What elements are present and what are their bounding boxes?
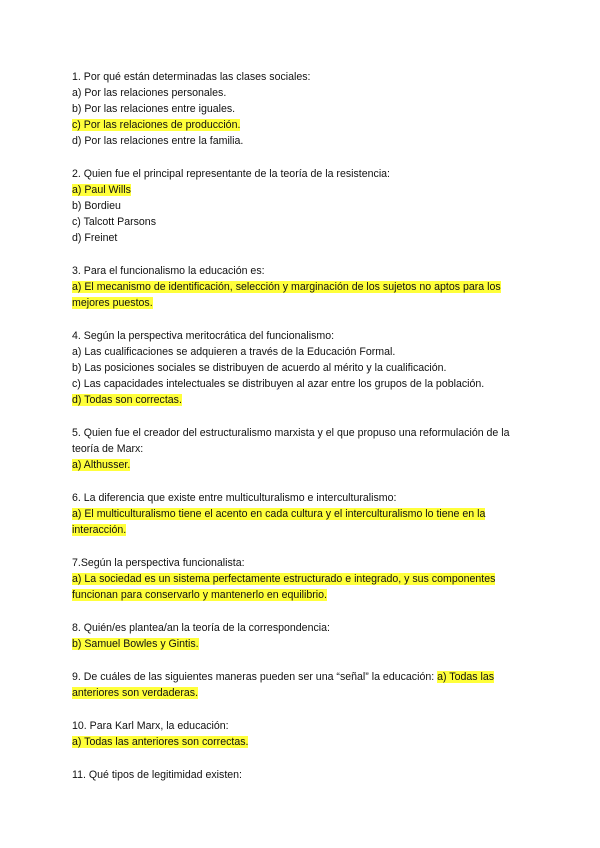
question-6	[72, 490, 526, 538]
question-stem: 3. Para el funcionalismo la educación es:	[72, 265, 265, 277]
question-3	[72, 263, 526, 311]
question-8	[72, 620, 526, 652]
correct-option-highlight: c) Por las relaciones de producción.	[72, 119, 241, 131]
option: a) Las cualificaciones se adquieren a través de la Educación Formal.	[72, 346, 396, 358]
correct-option-highlight: a) El multiculturalismo tiene el acento en cada cultura y el interculturalismo lo tiene en la interacción.	[72, 508, 486, 536]
question-stem: 1. Por qué están determinadas las clases sociales:	[72, 71, 311, 83]
questions-list	[72, 69, 526, 800]
question-1	[72, 69, 526, 149]
question-stem: 4. Según la perspectiva meritocrática del funcionalismo:	[72, 330, 335, 342]
question-10	[72, 718, 526, 750]
question-stem: 2. Quien fue el principal representante de la teoría de la resistencia:	[72, 168, 391, 180]
question-stem: 7.Según la perspectiva funcionalista:	[72, 557, 245, 569]
option: b) Bordieu	[72, 200, 121, 212]
question-stem: 9. De cuáles de las siguientes maneras pueden ser una “señal” la educación:	[72, 671, 435, 683]
question-stem: 10. Para Karl Marx, la educación:	[72, 720, 229, 732]
question-5	[72, 425, 526, 473]
question-4	[72, 328, 526, 408]
question-2	[72, 166, 526, 246]
question-with-inline-answer	[72, 669, 526, 701]
question-stem: 5. Quien fue el creador del estructuralismo marxista y el que propuso una reformulación de la teoría de Marx:	[72, 427, 510, 455]
correct-option-highlight: a) Althusser.	[72, 459, 131, 471]
option: d) Por las relaciones entre la familia.	[72, 135, 244, 147]
correct-option-highlight: a) Todas las anteriores son correctas.	[72, 736, 249, 748]
question-9	[72, 669, 526, 701]
option: c) Las capacidades intelectuales se distribuyen al azar entre los grupos de la población.	[72, 378, 485, 390]
option: a) Por las relaciones personales.	[72, 87, 227, 99]
option: b) Por las relaciones entre iguales.	[72, 103, 236, 115]
option: d) Freinet	[72, 232, 118, 244]
correct-option-highlight: b) Samuel Bowles y Gintis.	[72, 638, 199, 650]
question-stem: 6. La diferencia que existe entre multiculturalismo e interculturalismo:	[72, 492, 397, 504]
correct-option-highlight: d) Todas son correctas.	[72, 394, 182, 406]
option: c) Talcott Parsons	[72, 216, 156, 228]
correct-option-highlight: a) La sociedad es un sistema perfectamente estructurado e integrado, y sus componentes funcionan para conservarlo y mantenerlo en equilibrio.	[72, 573, 496, 601]
question-7	[72, 555, 526, 603]
question-stem: 8. Quién/es plantea/an la teoría de la correspondencia:	[72, 622, 330, 634]
option: b) Las posiciones sociales se distribuyen de acuerdo al mérito y la cualificación.	[72, 362, 447, 374]
correct-option-highlight: a) El mecanismo de identificación, selección y marginación de los sujetos no aptos para los mejores puestos.	[72, 281, 501, 309]
correct-option-highlight: a) Paul Wills	[72, 184, 131, 196]
question-stem: 11. Qué tipos de legitimidad existen:	[72, 769, 242, 781]
correct-option-highlight: a) Todas las anteriores son verdaderas.	[72, 671, 495, 699]
question-11	[72, 767, 526, 783]
